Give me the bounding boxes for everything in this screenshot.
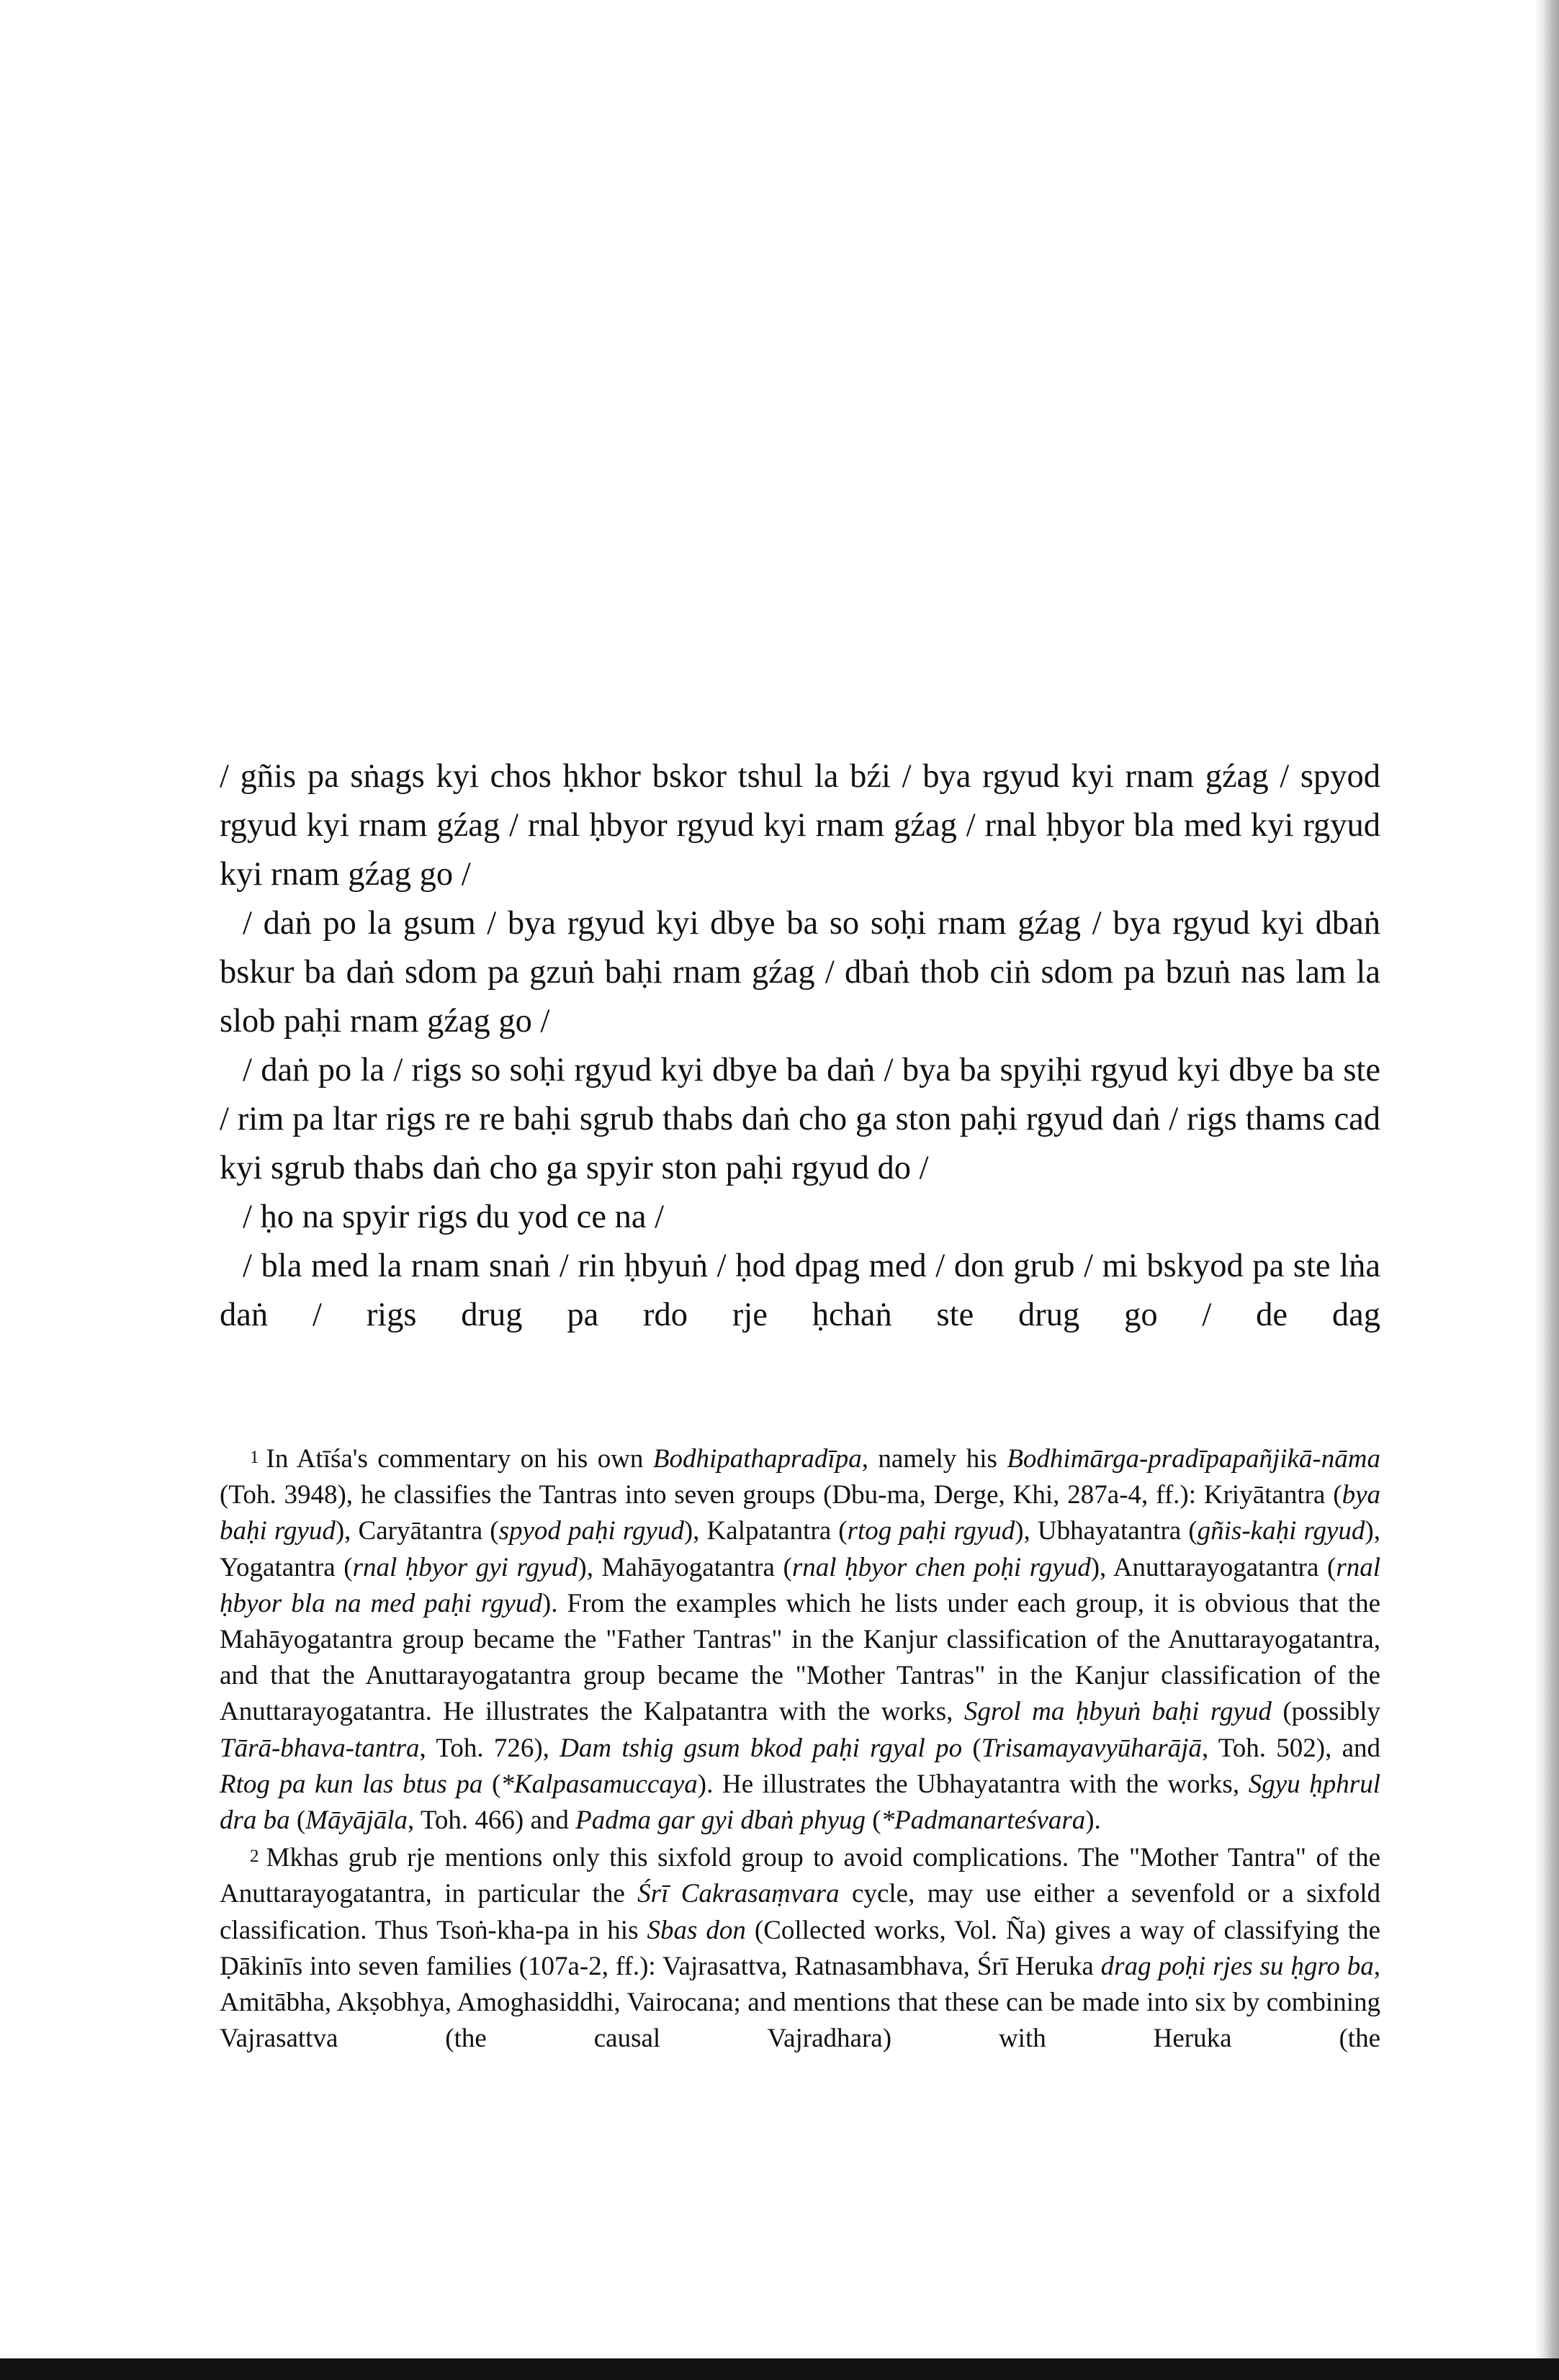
main-text-block bbox=[220, 752, 1380, 1340]
footnote-1-mark: 1 bbox=[250, 1448, 259, 1467]
paragraph-5: / bla med la rnam snaṅ / rin ḥbyuṅ / ḥod dpag med / don grub / mi bskyod pa ste lṅa daṅ / rigs drug pa rdo rje ḥchaṅ ste drug go / de dag bbox=[220, 1248, 1380, 1333]
paragraph-1: / gñis pa sṅags kyi chos ḥkhor bskor tshul la bźi / bya rgyud kyi rnam gźag / spyod rgyud kyi rnam gźag / rnal ḥbyor rgyud kyi rnam gźag / rnal ḥbyor bla med kyi rgyud kyi rnam gźag go / bbox=[220, 758, 1380, 893]
scan-edge-shadow bbox=[1535, 0, 1559, 2380]
paragraph-2: / daṅ po la gsum / bya rgyud kyi dbye ba so soḥi rnam gźag / bya rgyud kyi dbaṅ bskur ba daṅ sdom pa gzuṅ baḥi rnam gźag / dbaṅ thob ciṅ sdom pa bzuṅ nas lam la slob paḥi rnam gźag go / bbox=[220, 905, 1380, 1040]
footnote-2-mark: 2 bbox=[250, 1847, 259, 1867]
footnote-2: 2 Mkhas grub rje mentions only this sixfold group to avoid complications. The "Mother Tantra" of the Anuttarayogatantra, in particular the Śrī Cakrasaṃvara cycle, may use either a sevenfold or a sixfold classification. Thus Tsoṅ-kha-pa in his Sbas don (Collected works, Vol. Ña) gives a way of classifying the Ḍākinīs into seven families (107a-2, ff.): Vajrasattva, Ratnasambhava, Śrī Heruka drag poḥi rjes su ḥgro ba, Amitābha, Akṣobhya, Amoghasiddhi, Vairocana; and mentions that these can be made into six by combining Vajrasattva (the causal Vajradhara) with Heruka (the bbox=[220, 1843, 1380, 2054]
scan-bottom-border bbox=[0, 2358, 1559, 2380]
paragraph-3: / daṅ po la / rigs so soḥi rgyud kyi dbye ba daṅ / bya ba spyiḥi rgyud kyi dbye ba ste / rim pa ltar rigs re re baḥi sgrub thabs daṅ cho ga ston paḥi rgyud daṅ / rigs thams cad kyi sgrub thabs daṅ cho ga spyir ston paḥi rgyud do / bbox=[220, 1052, 1380, 1186]
footnotes-block bbox=[220, 1440, 1380, 2057]
footnote-1: 1 In Atīśa's commentary on his own Bodhipathapradīpa, namely his Bodhimārga-pradīpapañjikā-nāma (Toh. 3948), he classifies the Tantras into seven groups (Dbu-ma, Derge, Khi, 287a-4, ff.): Kriyātantra (bya baḥi rgyud), Caryātantra (spyod paḥi rgyud), Kalpatantra (rtog paḥi rgyud), Ubhayatantra (gñis-kaḥi rgyud), Yogatantra (rnal ḥbyor gyi rgyud), Mahāyogatantra (rnal ḥbyor chen poḥi rgyud), Anuttarayogatantra (rnal ḥbyor bla na med paḥi rgyud). From the examples which he lists under each group, it is obvious that the Mahāyogatantra group became the "Father Tantras" in the Kanjur classification of the Anuttarayogatantra, and that the Anuttarayogatantra group became the "Mother Tantras" in the Kanjur classification of the Anuttarayogatantra. He illustrates the Kalpatantra with the works, Sgrol ma ḥbyuṅ baḥi rgyud (possibly Tārā-bhava-tantra, Toh. 726), Dam tshig gsum bkod paḥi rgyal po (Trisamayavyūharājā, Toh. 502), and Rtog pa kun las btus pa (*Kalpasamuccaya). He illustrates the Ubhayatantra with the works, Sgyu ḥphrul dra ba (Māyājāla, Toh. 466) and Padma gar gyi dbaṅ phyug (*Padmanarteśvara). bbox=[220, 1444, 1381, 1836]
paragraph-4: / ḥo na spyir rigs du yod ce na / bbox=[243, 1199, 665, 1235]
